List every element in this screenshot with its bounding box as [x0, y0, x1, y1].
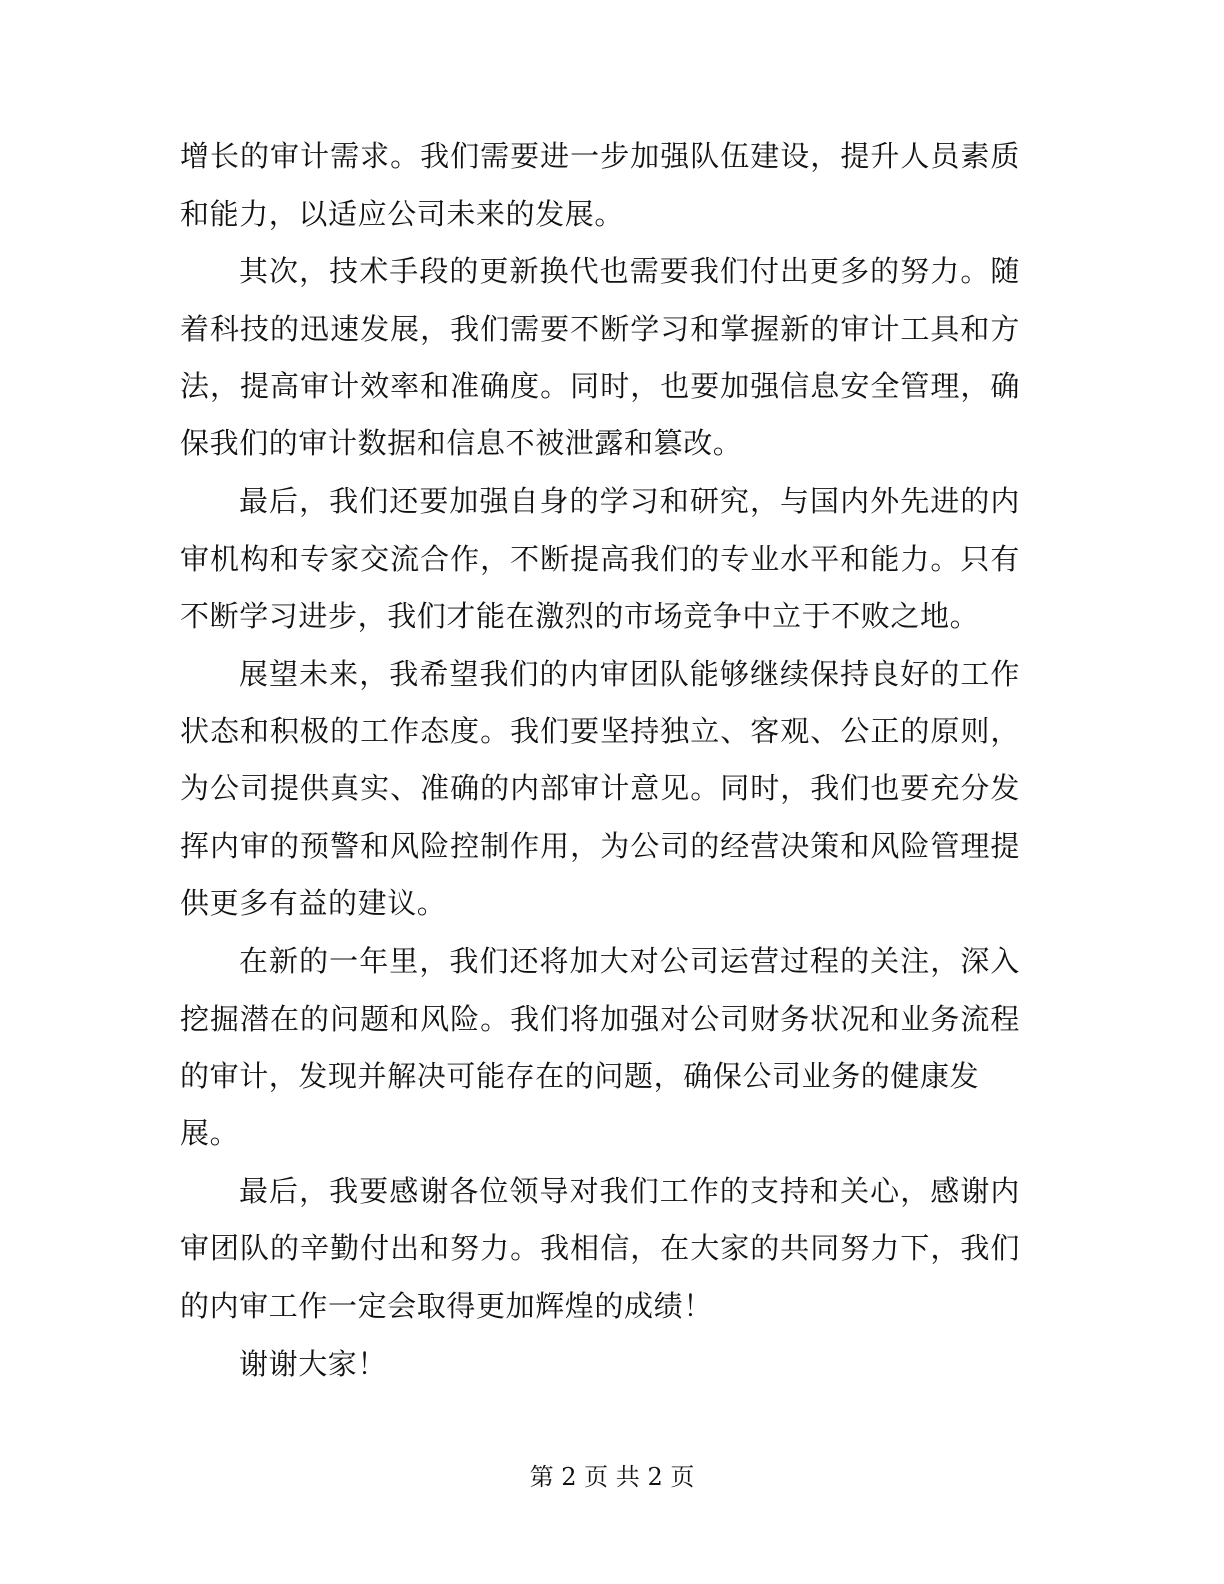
body-text-line: 着科技的迅速发展，我们需要不断学习和掌握新的审计工具和方	[180, 312, 1020, 346]
body-text-line: 法，提高审计效率和准确度。同时，也要加强信息安全管理，确	[180, 369, 1020, 403]
paragraph-first-line: 展望未来，我希望我们的内审团队能够继续保持良好的工作	[239, 657, 1020, 691]
paragraph-first-line: 最后，我要感谢各位领导对我们工作的支持和关心，感谢内	[239, 1174, 1020, 1208]
paragraph-first-line: 最后，我们还要加强自身的学习和研究，与国内外先进的内	[239, 484, 1020, 518]
page-number-footer: 第 2 页 共 2 页	[529, 1463, 695, 1491]
paragraph-first-line: 在新的一年里，我们还将加大对公司运营过程的关注，深入	[239, 944, 1020, 978]
body-text-line: 展。	[180, 1116, 240, 1150]
paragraph-first-line: 其次，技术手段的更新换代也需要我们付出更多的努力。随	[239, 254, 1020, 288]
body-text-line: 状态和积极的工作态度。我们要坚持独立、客观、公正的原则，	[180, 714, 1020, 748]
body-text-line: 供更多有益的建议。	[180, 886, 447, 920]
body-text-line: 为公司提供真实、准确的内部审计意见。同时，我们也要充分发	[180, 771, 1020, 805]
body-text-line: 审机构和专家交流合作，不断提高我们的专业水平和能力。只有	[180, 542, 1020, 576]
closing-line: 谢谢大家！	[239, 1347, 388, 1381]
body-text-line: 和能力，以适应公司未来的发展。	[180, 197, 625, 231]
body-text-line: 增长的审计需求。我们需要进一步加强队伍建设，提升人员素质	[180, 139, 1020, 173]
body-text-line: 不断学习进步，我们才能在激烈的市场竞争中立于不败之地。	[180, 599, 980, 633]
body-text-line: 挖掘潜在的问题和风险。我们将加强对公司财务状况和业务流程	[180, 1002, 1020, 1036]
body-text-line: 保我们的审计数据和信息不被泄露和篡改。	[180, 426, 743, 460]
body-text-line: 的审计，发现并解决可能存在的问题，确保公司业务的健康发	[180, 1059, 980, 1093]
body-text-line: 的内审工作一定会取得更加辉煌的成绩！	[180, 1289, 713, 1323]
body-text-line: 审团队的辛勤付出和努力。我相信，在大家的共同努力下，我们	[180, 1231, 1020, 1265]
body-text-line: 挥内审的预警和风险控制作用，为公司的经营决策和风险管理提	[180, 829, 1020, 863]
